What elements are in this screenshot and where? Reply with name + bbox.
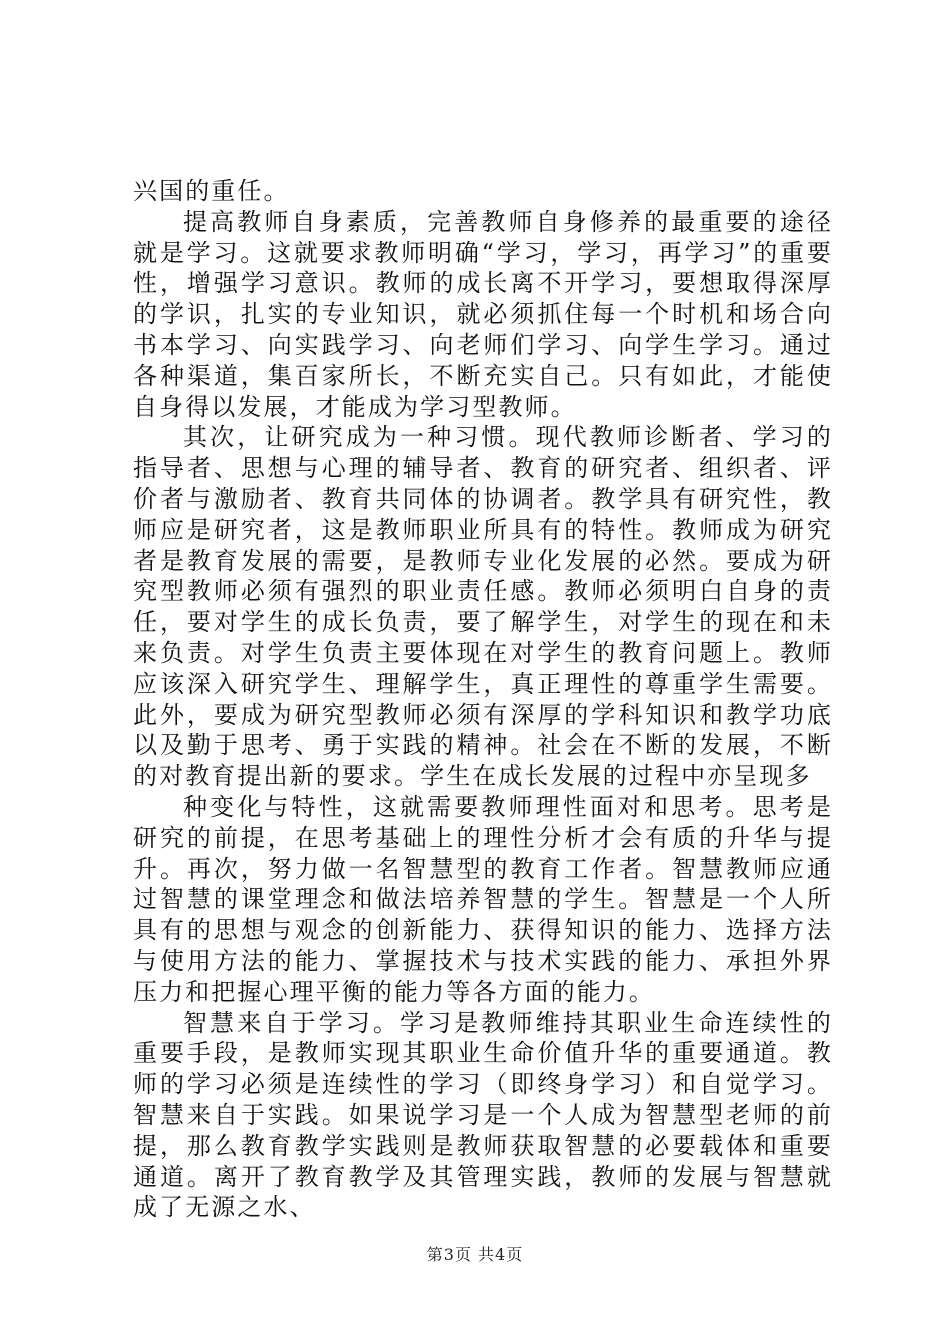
document-body [133, 176, 833, 1223]
page-number-footer: 第3页 共4页 [426, 1245, 524, 1264]
paragraph-3: 其次，让研究成为一种习惯。现代教师诊断者、学习的指导者、思想与心理的辅导者、教育的研究者、组织者、评价者与激励者、教育共同体的协调者。教学具有研究性，教师应是研究者，这是教师职业所具有的特性。教师成为研究者是教育发展的需要，是教师专业化发展的必然。要成为研究型教师必须有强烈的职业责任感。教师必须明白自身的责任，要对学生的成长负责，要了解学生，对学生的现在和未来负责。对学生负责主要体现在对学生的教育问题上。教师应该深入研究学生、理解学生，真正理性的尊重学生需要。此外，要成为研究型教师必须有深厚的学科知识和教学功底以及勤于思考、勇于实践的精神。社会在不断的发展，不断的对教育提出新的要求。学生在成长发展的过程中亦呈现多 [133, 423, 833, 791]
paragraph-4: 种变化与特性，这就需要教师理性面对和思考。思考是研究的前提，在思考基础上的理性分析才会有质的升华与提升。再次，努力做一名智慧型的教育工作者。智慧教师应通过智慧的课堂理念和做法培养智慧的学生。智慧是一个人所具有的思想与观念的创新能力、获得知识的能力、选择方法与使用方法的能力、掌握技术与技术实践的能力、承担外界压力和把握心理平衡的能力等各方面的能力。 [133, 792, 833, 1006]
paragraph-1: 兴国的重任。 [133, 177, 290, 205]
paragraph-2: 提高教师自身素质，完善教师自身修养的最重要的途径就是学习。这就要求教师明确“学习，学习，再学习”的重要性，增强学习意识。教师的成长离不开学习，要想取得深厚的学识，扎实的专业知识，就必须抓住每一个时机和场合向书本学习、向实践学习、向老师们学习、向学生学习。通过各种渠道，集百家所长，不断充实自己。只有如此，才能使自身得以发展，才能成为学习型教师。 [133, 207, 833, 421]
paragraph-5: 智慧来自于学习。学习是教师维持其职业生命连续性的重要手段，是教师实现其职业生命价值升华的重要通道。教师的学习必须是连续性的学习（即终身学习）和自觉学习。智慧来自于实践。如果说学习是一个人成为智慧型老师的前提，那么教育教学实践则是教师获取智慧的必要载体和重要通道。离开了教育教学及其管理实践，教师的发展与智慧就成了无源之水、 [133, 1008, 833, 1222]
